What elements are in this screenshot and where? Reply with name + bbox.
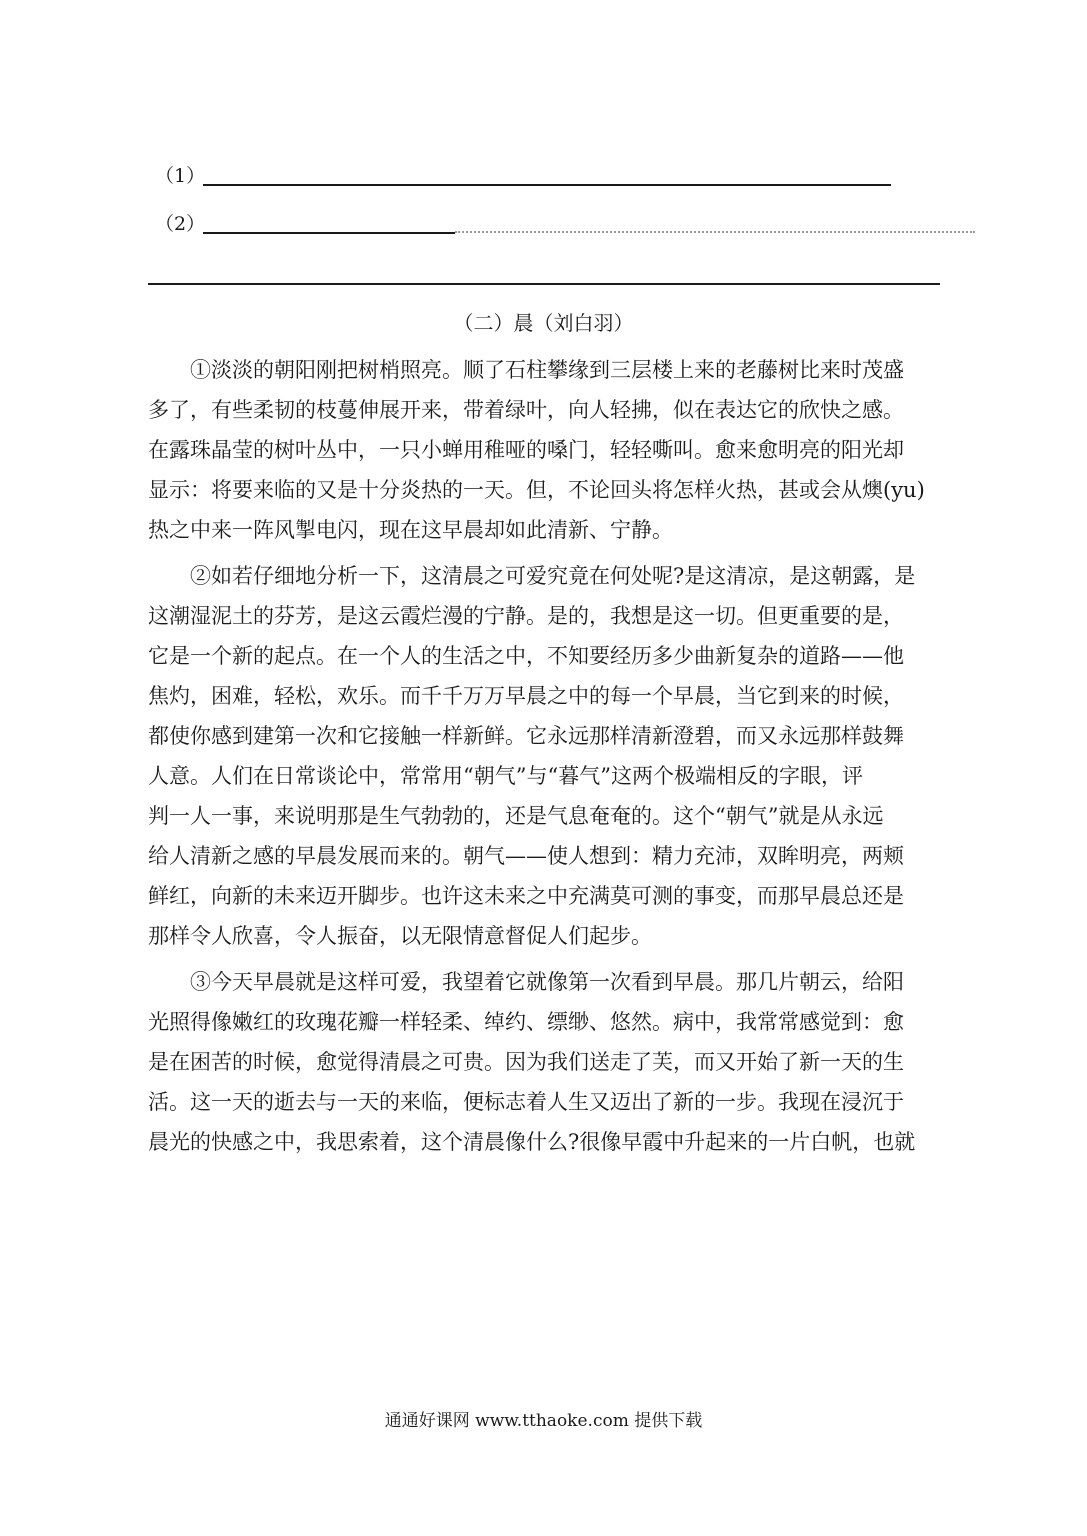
paragraph-line: 给人清新之感的早晨发展而来的。朝气——使人想到：精力充沛，双眸明亮，两颊 xyxy=(148,844,904,868)
paragraph-line: 它是一个新的起点。在一个人的生活之中，不知要经历多少曲新复杂的道路——他 xyxy=(148,644,904,668)
paragraph-3 xyxy=(148,962,940,1162)
answer-row-1 xyxy=(155,164,905,190)
paragraph-line: 热之中来一阵风掣电闪，现在这早晨却如此清新、宁静。 xyxy=(148,518,673,542)
paragraph-line: ①淡淡的朝阳刚把树梢照亮。顺了石柱攀缘到三层楼上来的老藤树比来时茂盛 xyxy=(190,358,904,382)
paragraph-line: 多了，有些柔韧的枝蔓伸展开来，带着绿叶，向人轻拂，似在表达它的欣快之感。 xyxy=(148,398,904,422)
paragraph-line: 显示：将要来临的又是十分炎热的一天。但，不论回头将怎样火热，甚或会从燠(yu) xyxy=(148,478,925,502)
paragraph-line: 在露珠晶莹的树叶丛中，一只小蝉用稚哑的嗓门，轻轻嘶叫。愈来愈明亮的阳光却 xyxy=(148,438,904,462)
paragraph-line: 这潮湿泥土的芬芳，是这云霞烂漫的宁静。是的，我想是这一切。但更重要的是， xyxy=(148,604,904,628)
answer-label-2: （2） xyxy=(155,213,206,235)
paragraph-line: 人意。人们在日常谈论中，常常用“朝气”与“暮气”这两个极端相反的字眼，评 xyxy=(148,764,863,788)
paragraph-line: 光照得像嫩红的玫瑰花瓣一样轻柔、绰约、缥缈、悠然。病中，我常常感觉到：愈 xyxy=(148,1010,904,1034)
paragraph-line: ③今天早晨就是这样可爱，我望着它就像第一次看到早晨。那几片朝云，给阳 xyxy=(190,970,904,994)
paragraph-line: 那样令人欣喜，令人振奋，以无限情意督促人们起步。 xyxy=(148,924,652,948)
answer-label-1: （1） xyxy=(155,165,206,187)
section-title: （二）晨（刘白羽） xyxy=(453,311,634,335)
paragraph-1 xyxy=(148,350,940,550)
paragraph-2 xyxy=(148,556,940,956)
answer-blank-1 xyxy=(203,184,891,186)
page-footer: 通通好课网 www.tthaoke.com 提供下载 xyxy=(384,1411,703,1431)
answer-blank-2-dotted xyxy=(455,231,975,233)
paragraph-line: 活。这一天的逝去与一天的来临，便标志着人生又迈出了新的一步。我现在浸沉于 xyxy=(148,1090,904,1114)
paragraph-line: 判一人一事，来说明那是生气勃勃的，还是气息奄奄的。这个“朝气”就是从永远 xyxy=(148,804,884,828)
paragraph-line: 鲜红，向新的未来迈开脚步。也许这未来之中充满莫可测的事变，而那早晨总还是 xyxy=(148,884,904,908)
answer-row-2 xyxy=(155,212,985,238)
paragraph-line: 都使你感到建第一次和它接触一样新鲜。它永远那样清新澄碧，而又永远那样鼓舞 xyxy=(148,724,904,748)
paragraph-line: 焦灼，困难，轻松，欢乐。而千千万万早晨之中的每一个早晨，当它到来的时候， xyxy=(148,684,904,708)
paragraph-line: 是在困苦的时候，愈觉得清晨之可贵。因为我们送走了芙，而又开始了新一天的生 xyxy=(148,1050,904,1074)
paragraph-line: ②如若仔细地分析一下，这清晨之可爱究竟在何处呢?是这清凉，是这朝露，是 xyxy=(190,564,916,588)
answer-blank-2-solid xyxy=(203,232,455,234)
paragraph-line: 晨光的快感之中，我思索着，这个清晨像什么?很像早霞中升起来的一片白帆，也就 xyxy=(148,1130,916,1154)
separator-line xyxy=(148,283,940,285)
article-body xyxy=(148,350,940,1162)
